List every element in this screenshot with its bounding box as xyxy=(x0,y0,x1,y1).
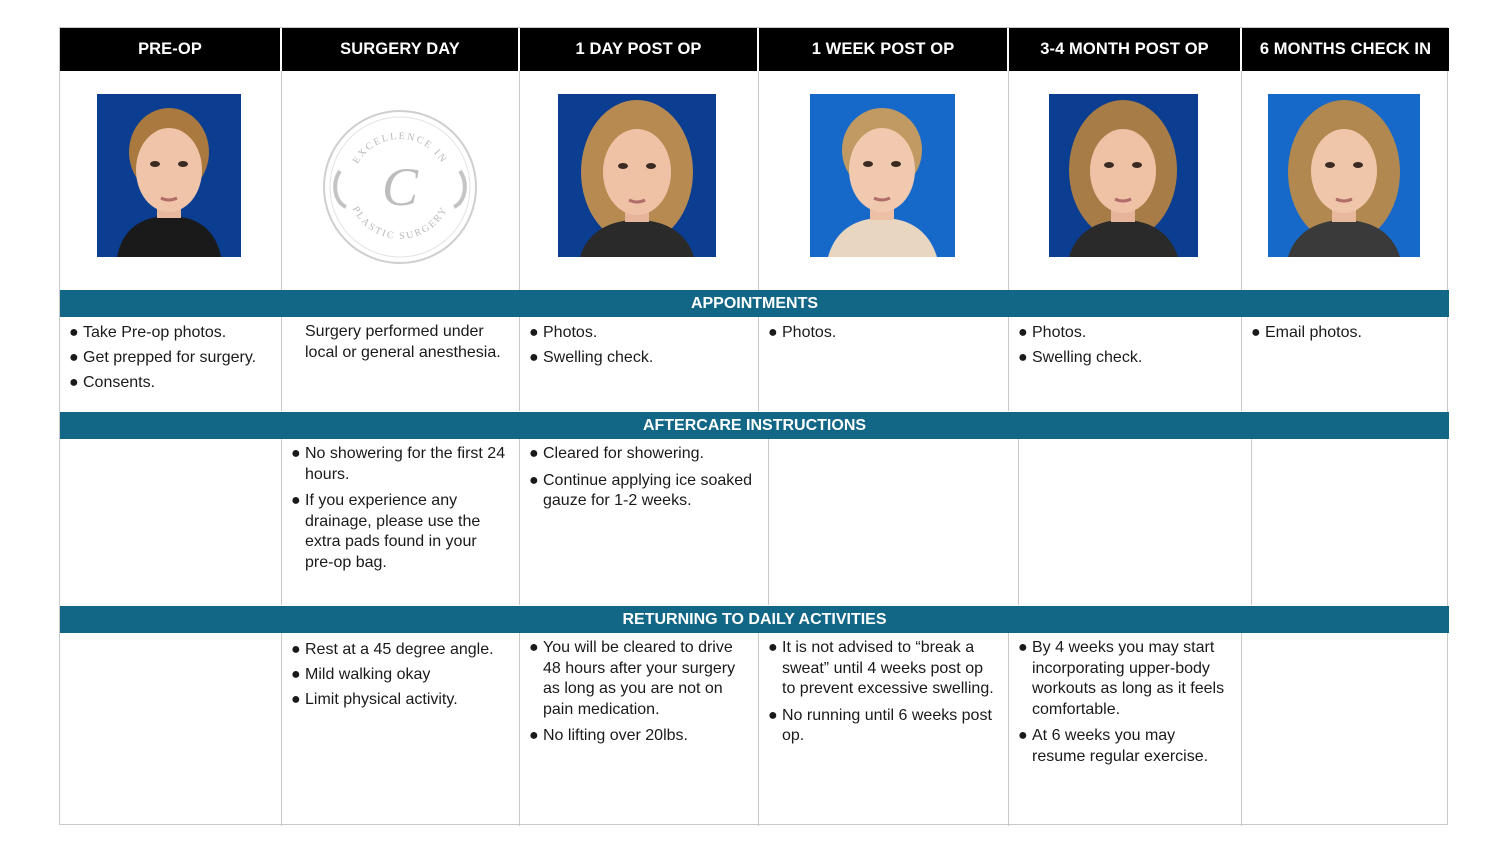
activities-pre-op xyxy=(60,633,282,826)
appointments-1-day xyxy=(520,317,759,411)
patient-photo-1-day xyxy=(558,94,716,257)
activities-1-day xyxy=(520,633,759,826)
aftercare-row xyxy=(60,439,1449,605)
svg-text:C: C xyxy=(381,157,419,217)
header-pre-op: PRE-OP xyxy=(60,28,282,71)
list-item: ● Mild walking okay xyxy=(291,666,431,683)
photo-cell-6-months xyxy=(1242,71,1449,290)
header-3-4-month-post-op: 3-4 MONTH POST OP xyxy=(1009,28,1242,71)
patient-photo-1-week xyxy=(810,94,955,257)
recovery-timeline-table xyxy=(59,27,1448,825)
photo-cell-surgery-day xyxy=(282,71,520,290)
list-item: ● No lifting over 20lbs. xyxy=(529,727,688,744)
appointments-3-4-month xyxy=(1009,317,1242,411)
header-6-months-check-in: 6 MONTHS CHECK IN xyxy=(1259,40,1432,58)
section-appointments: APPOINTMENTS xyxy=(60,290,1449,317)
list-item: ● By 4 weeks you may start incorporating upper-body workouts as long as it feels comfortable. xyxy=(1018,639,1225,718)
list-item: ● Take Pre-op photos. xyxy=(69,324,227,341)
face-portrait-icon xyxy=(97,94,241,257)
header-surgery-day: SURGERY DAY xyxy=(282,28,520,71)
photo-cell-1-week xyxy=(759,71,1009,290)
face-portrait-icon xyxy=(1049,94,1198,257)
aftercare-1-week xyxy=(769,439,1019,605)
patient-photo-6-months xyxy=(1268,94,1420,257)
patient-photo-3-4-month xyxy=(1049,94,1198,257)
list-item: ● If you experience any drainage, please use the extra pads found in your pre-op bag. xyxy=(291,492,481,571)
appointments-row xyxy=(60,317,1449,411)
list-item: ● Swelling check. xyxy=(1018,349,1143,366)
list-item: ● It is not advised to “break a sweat” until 4 weeks post op to prevent excessive swelling. xyxy=(768,639,994,697)
list-item: ● Email photos. xyxy=(1251,324,1362,341)
activities-row xyxy=(60,633,1449,826)
appointments-1-week xyxy=(759,317,1009,411)
activities-1-week xyxy=(759,633,1009,826)
aftercare-surgery-day xyxy=(282,439,520,605)
svg-text:PLASTIC SURGERY: PLASTIC SURGERY xyxy=(349,204,451,243)
aftercare-3-4-month xyxy=(1019,439,1252,605)
activities-6-months xyxy=(1242,633,1449,826)
header-1-week-post-op: 1 WEEK POST OP xyxy=(759,28,1009,71)
list-item: ● Photos. xyxy=(529,324,598,341)
list-item: ● Photos. xyxy=(1018,324,1087,341)
photo-row xyxy=(60,71,1449,290)
aftercare-pre-op xyxy=(60,439,282,605)
appointments-pre-op xyxy=(60,317,282,411)
excellence-seal-icon xyxy=(322,109,478,265)
photo-cell-1-day xyxy=(520,71,759,290)
list-item: ● Continue applying ice soaked gauze for 1-2 weeks. xyxy=(529,471,753,509)
appointments-6-months xyxy=(1242,317,1449,411)
list-item: ● Consents. xyxy=(69,374,156,391)
header-row xyxy=(60,28,1449,71)
surgery-note: Surgery performed under local or general anesthesia. xyxy=(305,323,501,361)
header-1-day-post-op: 1 DAY POST OP xyxy=(520,28,759,71)
list-item: ● Rest at a 45 degree angle. xyxy=(291,641,494,658)
section-daily-activities: RETURNING TO DAILY ACTIVITIES xyxy=(60,606,1449,633)
list-item: ● No running until 6 weeks post op. xyxy=(768,706,992,744)
aftercare-6-months xyxy=(1252,439,1449,605)
activities-surgery-day xyxy=(282,633,520,826)
list-item: ● Get prepped for surgery. xyxy=(69,349,257,366)
face-portrait-icon xyxy=(810,94,955,257)
face-portrait-icon xyxy=(558,94,716,257)
list-item: ● Cleared for showering. xyxy=(529,445,704,462)
list-item: ● At 6 weeks you may resume regular exercise. xyxy=(1018,727,1209,765)
list-item: ● No showering for the first 24 hours. xyxy=(291,445,506,483)
svg-text:EXCELLENCE IN: EXCELLENCE IN xyxy=(350,130,450,166)
list-item: ● You will be cleared to drive 48 hours after your surgery as long as you are not on pain medication. xyxy=(529,639,736,718)
section-aftercare: AFTERCARE INSTRUCTIONS xyxy=(60,412,1449,439)
clinic-logo xyxy=(322,109,478,265)
aftercare-1-day xyxy=(520,439,769,605)
patient-photo-pre-op xyxy=(97,94,241,257)
appointments-surgery-day xyxy=(282,317,520,411)
list-item: ● Photos. xyxy=(768,324,837,341)
photo-cell-3-4-month xyxy=(1009,71,1242,290)
photo-cell-pre-op xyxy=(60,71,282,290)
list-item: ● Limit physical activity. xyxy=(291,691,458,708)
list-item: ● Swelling check. xyxy=(529,349,654,366)
activities-3-4-month xyxy=(1009,633,1242,826)
face-portrait-icon xyxy=(1268,94,1420,257)
